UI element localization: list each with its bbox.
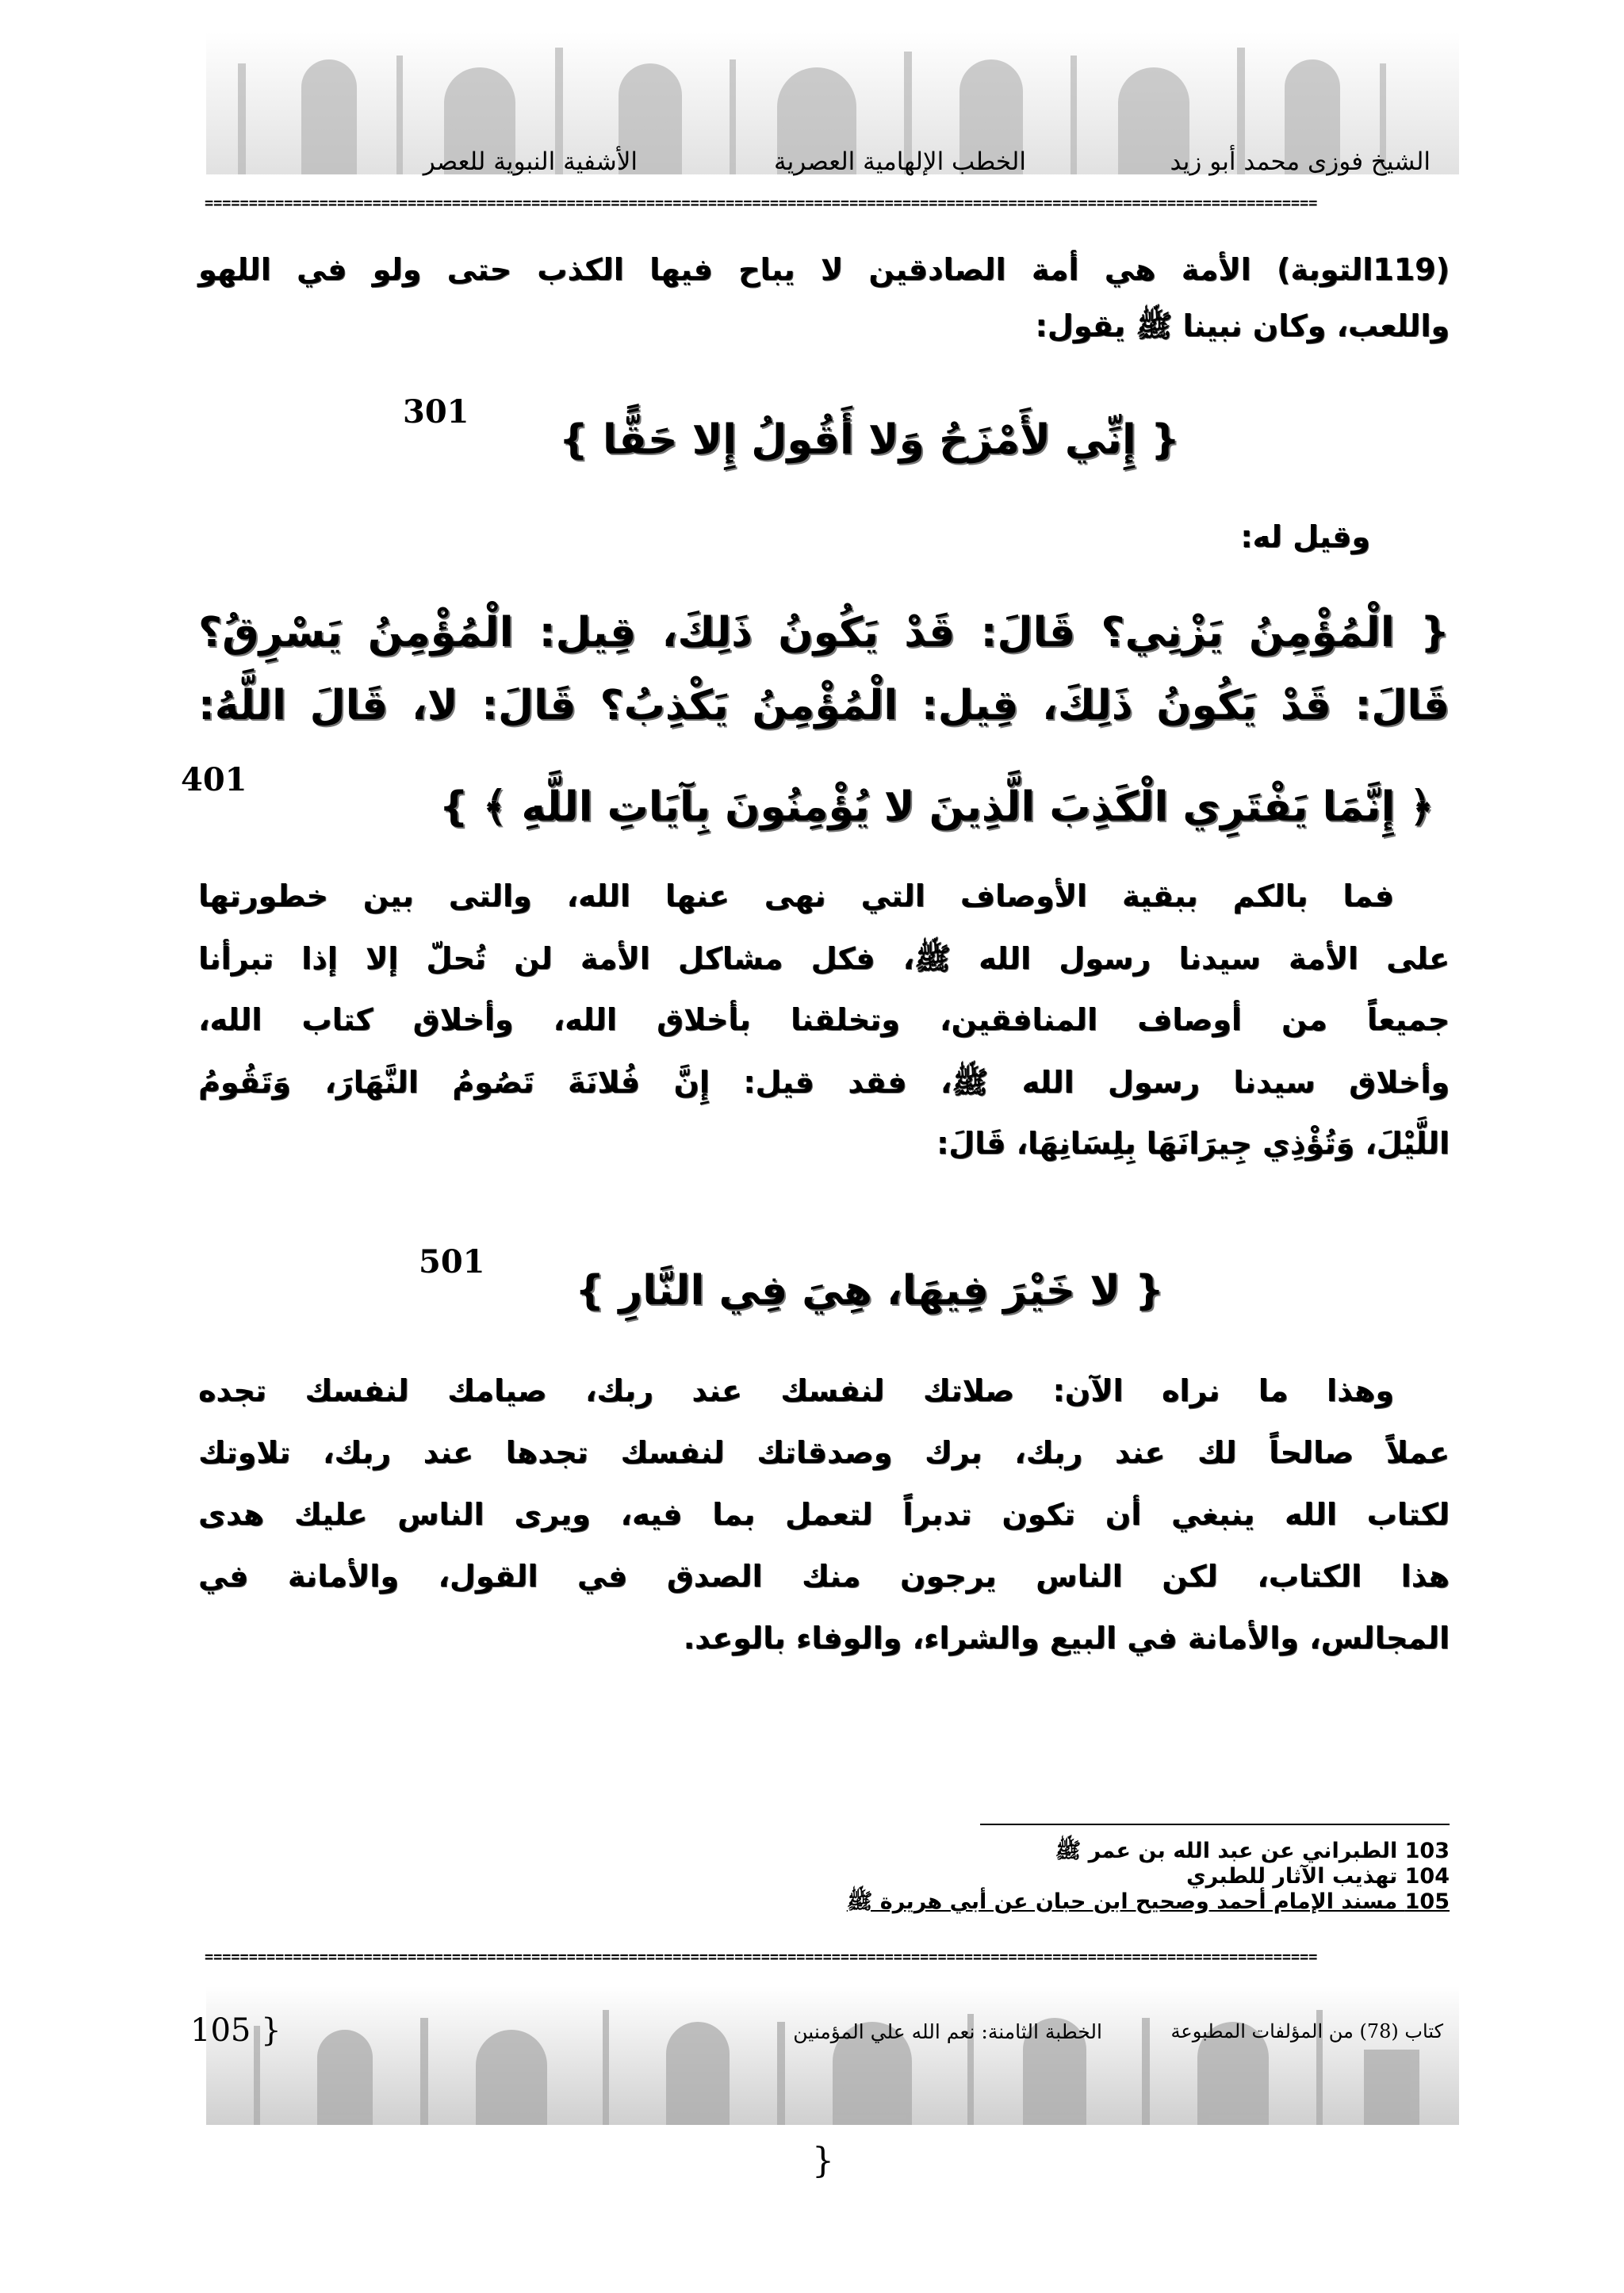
body-line: اللَّيْلَ، وَتُؤْذِي جِيرَانَهَا بِلِسَانِهَا، قَالَ: (936, 1126, 1450, 1161)
body-line: وأخلاق سيدنا رسول الله ﷺ، فقد قيل: إِنَّ فُلانَةَ تَصُومُ النَّهَارَ، وَتَقُومُ (198, 1065, 1450, 1100)
running-footer (190, 2012, 1443, 2060)
hadith-quote: { لا خَيْرَ فِيهَا، هِيَ فِي النَّارِ } (575, 1267, 1164, 1315)
body-line: هذا الكتاب، لكن الناس يرجون منك الصدق في القول، والأمانة في (198, 1559, 1450, 1594)
body-line: عملاً صالحاً لك عند ربك، برك وصدقاتك لنفسك تجدها عند ربك، تلاوتك (198, 1435, 1450, 1470)
header-series: الخطب الإلهامية العصرية (774, 147, 1026, 176)
body-line: وقيل له: (1240, 519, 1370, 554)
footnote-ref: 301 (403, 393, 469, 431)
footer-rule: ============================================================================================================================== (205, 1952, 1318, 1963)
footnote: 104 تهذيب الآثار للطبري (1185, 1864, 1450, 1889)
footnote: 103 الطبراني عن عبد الله بن عمر ﷺ (1055, 1839, 1450, 1863)
hadith-quote: { إِنِّي لأَمْزَحُ وَلا أَقُولُ إِلا حَقًّا } (558, 416, 1180, 464)
footer-book-label: كتاب (78) من المؤلفات المطبوعة (1170, 2020, 1443, 2042)
body-line: على الأمة سيدنا رسول الله ﷺ، فكل مشاكل الأمة لن تُحلّ إلا إذا تبرأنا (198, 941, 1450, 976)
body-line: المجالس، والأمانة في البيع والشراء، والوفاء بالوعد. (683, 1621, 1450, 1656)
footnote-ref: 501 (419, 1243, 485, 1280)
footnote-separator (980, 1824, 1450, 1825)
body-line: فما بالكم ببقية الأوصاف التي نهى عنها الله، والتى بين خطورتها (198, 879, 1394, 913)
closing-brace: } (812, 2141, 834, 2181)
footer-sermon-label: الخطبة الثامنة: نعم الله علي المؤمنين (793, 2020, 1102, 2043)
body-line: (119التوبة) الأمة هي أمة الصادقين لا يباح فيها الكذب حتى ولو في اللهو (198, 252, 1450, 287)
body-line: واللعب، وكان نبينا ﷺ يقول: (1035, 308, 1450, 343)
header-author: الشيخ فوزى محمد أبو زيد (1170, 147, 1431, 176)
body-line: وهذا ما نراه الآن: صلاتك لنفسك عند ربك، صيامك لنفسك تجده (198, 1373, 1394, 1408)
hadith-quote: قَالَ: قَدْ يَكُونُ ذَلِكَ، قِيل: الْمُؤْمِنُ يَكْذِبُ؟ قَالَ: لا، قَالَ اللَّهُ: (198, 682, 1450, 729)
header-rule: ============================================================================================================================== (205, 198, 1318, 209)
body-line: لكتاب الله ينبغي أن تكون تدبراً لتعمل بما فيه، ويرى الناس عليك هدى (198, 1497, 1450, 1532)
running-header (178, 147, 1431, 189)
page-number: { 105 (190, 2012, 282, 2049)
footnote: 105 مسند الإمام أحمد وصحيح ابن حبان عن أبي هريرة ﷺ (846, 1889, 1450, 1914)
footnote-ref: 401 (181, 761, 247, 798)
body-line: جميعاً من أوصاف المنافقين، وتخلقنا بأخلاق الله، وأخلاق كتاب الله، (198, 1002, 1450, 1037)
header-book: الأشفية النبوية للعصر (423, 147, 638, 176)
hadith-quote: { الْمُؤْمِنُ يَزْنِي؟ قَالَ: قَدْ يَكُونُ ذَلِكَ، قِيل: الْمُؤْمِنُ يَسْرِقُ؟ (198, 609, 1450, 657)
quran-verse: ﴿ إِنَّمَا يَفْتَرِي الْكَذِبَ الَّذِينَ لا يُؤْمِنُونَ بِآيَاتِ اللَّهِ ﴾ } (439, 783, 1434, 831)
